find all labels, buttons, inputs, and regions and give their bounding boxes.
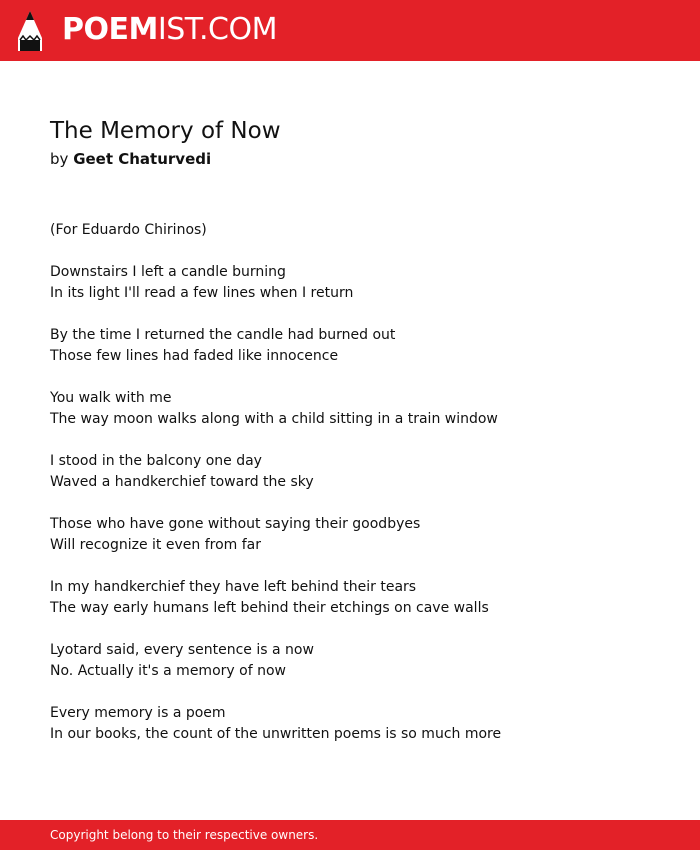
logo-thin-text: IST.COM (157, 12, 277, 47)
by-label: by (50, 150, 69, 168)
site-footer (0, 820, 700, 850)
poem-line: In my handkerchief they have left behind their tears (50, 579, 417, 595)
poem-line: Every memory is a poem (50, 705, 226, 721)
poem-stanza (50, 325, 660, 367)
poem-stanza (50, 262, 660, 304)
poem-line: I stood in the balcony one day (50, 453, 262, 469)
poem-stanza (50, 388, 660, 430)
pencil-tip-icon (17, 10, 43, 52)
logo-bold-text: POEM (62, 12, 158, 47)
copyright-notice: Copyright belong to their respective owners. (50, 828, 319, 842)
poem-line: Will recognize it even from far (50, 537, 261, 553)
poem-stanza (50, 514, 660, 556)
poem-line: Lyotard said, every sentence is a now (50, 642, 314, 658)
poem-line: No. Actually it's a memory of now (50, 663, 286, 679)
poem-author: Geet Chaturvedi (73, 150, 212, 168)
poem-title: The Memory of Now (50, 118, 281, 144)
poem-stanza (50, 220, 660, 241)
site-header (0, 0, 700, 61)
site-logo-link[interactable] (62, 12, 277, 48)
poem-line: The way moon walks along with a child sitting in a train window (50, 411, 498, 427)
poem-line: By the time I returned the candle had burned out (50, 327, 396, 343)
poem-stanza (50, 703, 660, 745)
poem-stanza (50, 577, 660, 619)
poem-line: (For Eduardo Chirinos) (50, 222, 207, 238)
poem-stanza (50, 451, 660, 493)
poem-stanza (50, 640, 660, 682)
poem-line: The way early humans left behind their etchings on cave walls (50, 600, 489, 616)
poem-line: Those few lines had faded like innocence (50, 348, 339, 364)
poem-line: Those who have gone without saying their goodbyes (50, 516, 421, 532)
poem-line: In its light I'll read a few lines when I return (50, 285, 354, 301)
poem-line: In our books, the count of the unwritten poems is so much more (50, 726, 502, 742)
poem-byline (50, 148, 660, 170)
poem-body (50, 220, 660, 745)
poem-line: You walk with me (50, 390, 172, 406)
poem-line: Downstairs I left a candle burning (50, 264, 286, 280)
poem-content (50, 114, 660, 766)
poem-line: Waved a handkerchief toward the sky (50, 474, 314, 490)
